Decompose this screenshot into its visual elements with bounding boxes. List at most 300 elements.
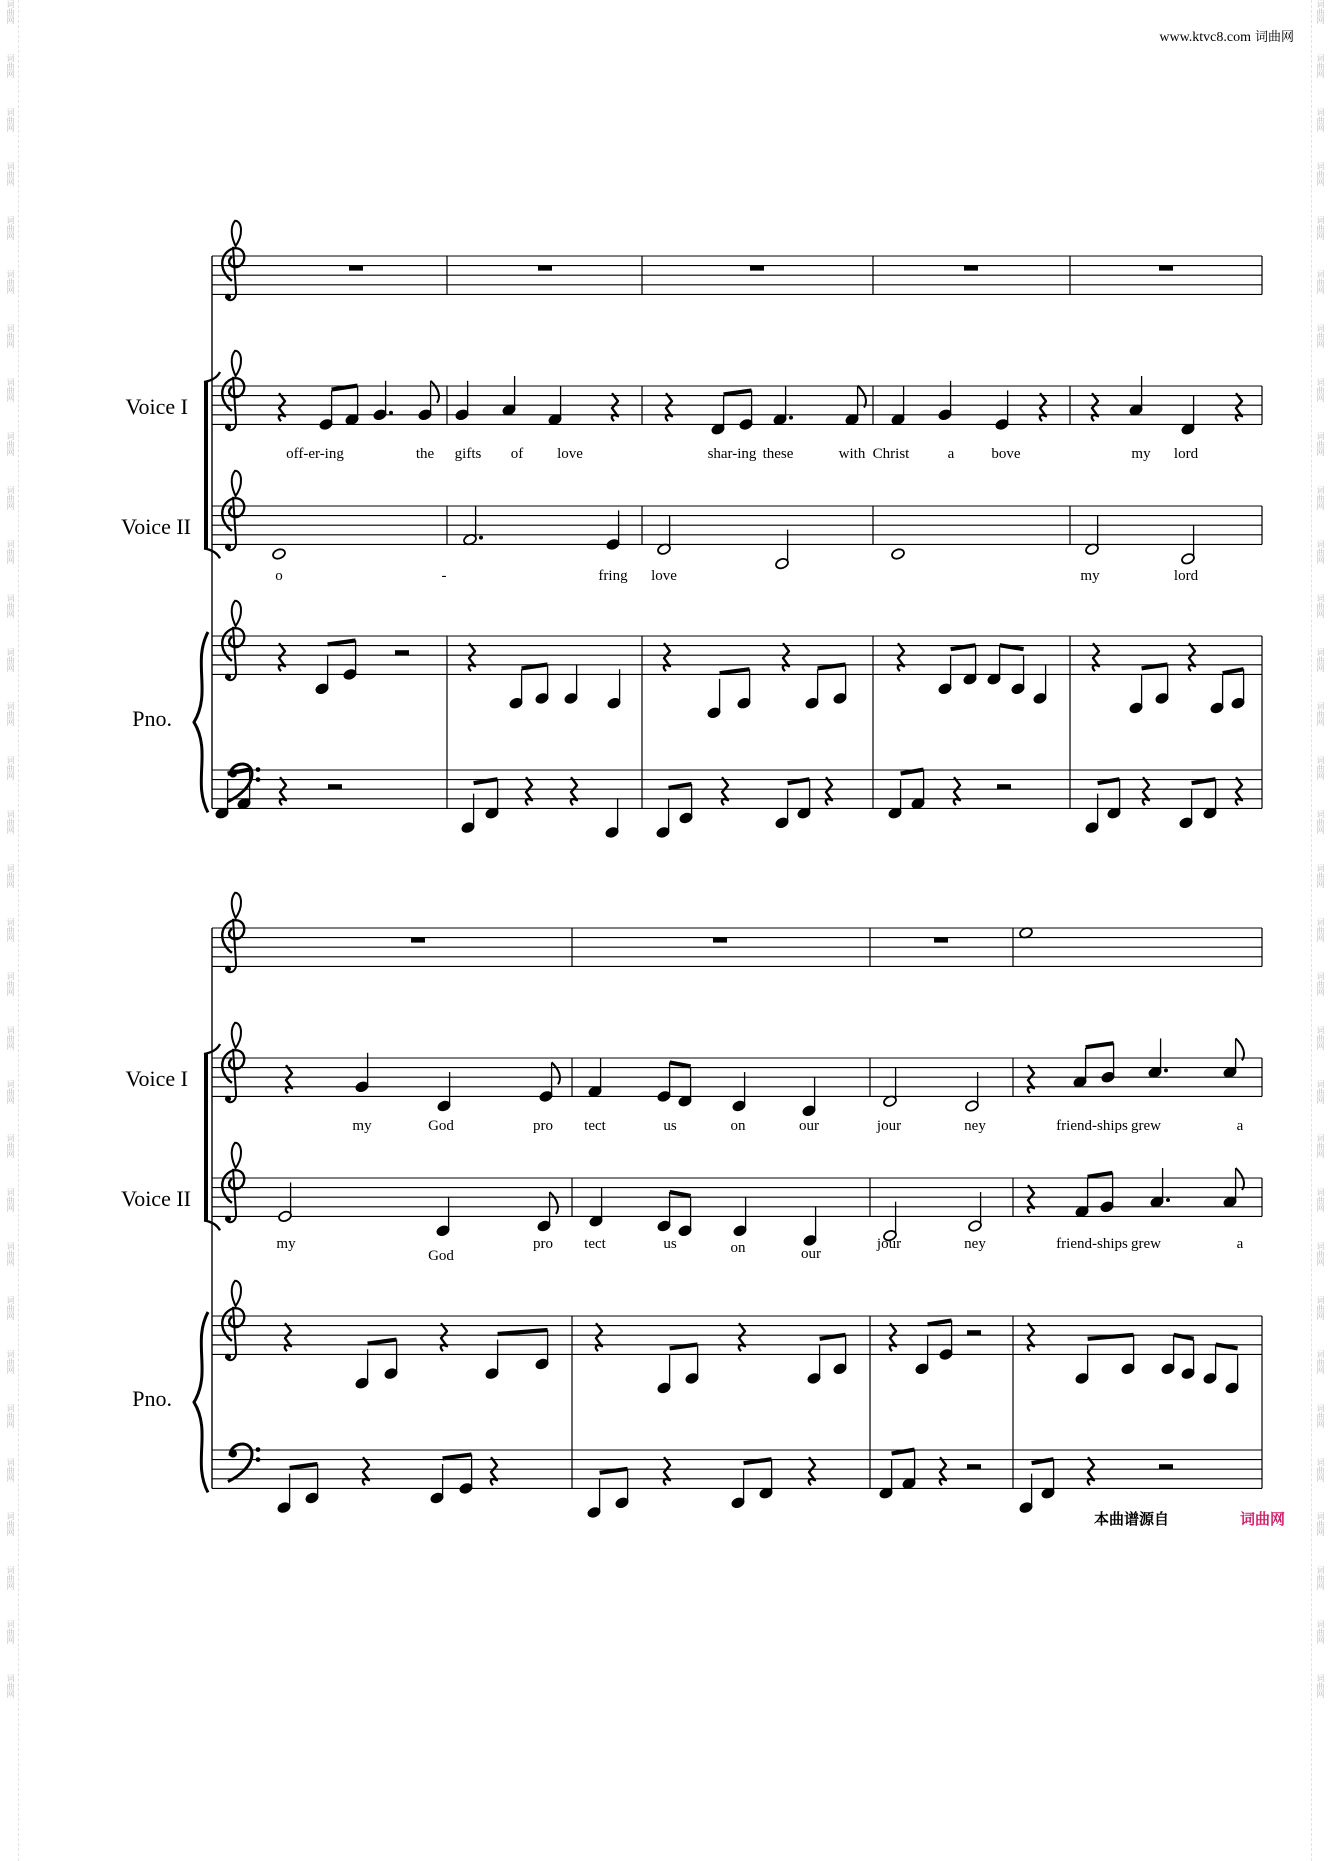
quarter-rest [285, 1323, 291, 1351]
watermark-glyph: 词曲网 [1316, 378, 1325, 402]
site-name: 词曲网 [1254, 30, 1294, 45]
note [879, 1459, 894, 1499]
treble-clef [222, 471, 244, 550]
watermark-glyph: 词曲网 [1316, 108, 1325, 132]
watermark-glyph: 词曲网 [1316, 756, 1325, 780]
note [548, 386, 563, 426]
watermark-glyph: 词曲网 [6, 1188, 15, 1212]
note [938, 381, 953, 421]
voice-2-lyric: fring [598, 568, 628, 584]
note [711, 395, 726, 435]
note [278, 1182, 293, 1222]
beam [1086, 1043, 1114, 1047]
dot [1164, 1068, 1168, 1072]
note [1179, 789, 1194, 829]
watermark-glyph: 词曲网 [1316, 648, 1325, 672]
note [1161, 1335, 1176, 1375]
voice-1-lyric: lord [1173, 446, 1199, 462]
note [459, 1454, 474, 1494]
voice-1-lyric: a [1236, 1118, 1244, 1134]
note [938, 655, 953, 695]
quarter-rest [1189, 643, 1195, 671]
note [305, 1464, 320, 1504]
voice-2-lyric: us [663, 1236, 677, 1252]
watermark-glyph: 词曲网 [6, 1242, 15, 1266]
voice-2-lyric: my [276, 1236, 296, 1252]
watermark-glyph: 词曲网 [6, 918, 15, 942]
whole-rest [934, 938, 948, 943]
note [739, 390, 754, 430]
treble-clef [222, 1143, 244, 1222]
voice-1-lyric: jour [876, 1118, 902, 1134]
quarter-rest [469, 643, 475, 671]
note [995, 390, 1010, 430]
quarter-rest [1092, 393, 1098, 421]
watermark-glyph: 词曲网 [6, 1458, 15, 1482]
watermark-glyph: 词曲网 [6, 648, 15, 672]
watermark-glyph: 词曲网 [1316, 1404, 1325, 1428]
note [759, 1459, 774, 1499]
watermark-glyph: 词曲网 [1316, 432, 1325, 456]
watermark-glyph: 词曲网 [1316, 216, 1325, 240]
treble-clef [222, 221, 244, 300]
note [1085, 515, 1100, 555]
flag [431, 381, 439, 403]
half-rest [967, 1330, 981, 1335]
note [678, 1067, 693, 1107]
quarter-rest [363, 1457, 369, 1485]
note [461, 794, 476, 834]
quarter-rest [279, 393, 285, 421]
note [845, 386, 866, 426]
quarter-rest [1236, 393, 1242, 421]
note [733, 1197, 748, 1237]
watermark-glyph: 词曲网 [1316, 486, 1325, 510]
watermark-glyph: 词曲网 [1316, 1350, 1325, 1374]
watermark-glyph: 词曲网 [6, 810, 15, 834]
watermark-glyph: 词曲网 [6, 594, 15, 618]
beam [443, 1454, 472, 1458]
note [805, 669, 820, 709]
note [355, 1349, 370, 1389]
watermark-glyph: 词曲网 [1316, 324, 1325, 348]
voice-1-lyric: on [730, 1118, 746, 1134]
note [1107, 779, 1122, 819]
watermark-glyph: 词曲网 [1316, 54, 1325, 78]
watermark-glyph: 词曲网 [6, 54, 15, 78]
note [1210, 674, 1225, 714]
quarter-rest [1093, 643, 1099, 671]
watermark-glyph: 词曲网 [6, 1674, 15, 1698]
note [535, 1330, 550, 1370]
note [1181, 1340, 1196, 1380]
beam [328, 640, 356, 644]
watermark-glyph: 词曲网 [6, 1404, 15, 1428]
voice-2-lyric: a [1236, 1236, 1244, 1252]
voice-1-lyric: love [557, 446, 583, 462]
note [657, 1192, 672, 1232]
voice-2-lyric: grew [1131, 1236, 1161, 1252]
note [463, 506, 483, 546]
watermark-glyph: 词曲网 [1316, 1674, 1325, 1698]
watermark-glyph: 词曲网 [6, 378, 15, 402]
watermark-glyph: 词曲网 [6, 1350, 15, 1374]
voice-1-lyric: bove [991, 446, 1021, 462]
notehead [891, 548, 906, 561]
watermark-glyph: 词曲网 [6, 1134, 15, 1158]
note [277, 1474, 292, 1514]
note [315, 655, 330, 695]
note [1150, 1168, 1170, 1208]
watermark-glyph: 词曲网 [6, 108, 15, 132]
whole-rest [964, 266, 978, 271]
note [1181, 525, 1196, 565]
whole-rest [349, 266, 363, 271]
note [502, 376, 517, 416]
note [1121, 1335, 1136, 1375]
quarter-rest [664, 643, 670, 671]
note [1155, 664, 1170, 704]
note [485, 779, 500, 819]
watermark-glyph: 词曲网 [6, 0, 15, 24]
voice-1-lyric: off-er-ing [286, 446, 344, 462]
whole-rest [713, 938, 727, 943]
quarter-rest [1040, 393, 1046, 421]
part-label-voice-1: Voice I [125, 394, 188, 419]
note [430, 1464, 445, 1504]
quarter-rest [491, 1457, 497, 1485]
watermark-glyph: 词曲网 [6, 270, 15, 294]
voice-2-lyric: friend-ships [1056, 1236, 1128, 1252]
quarter-rest [664, 1457, 670, 1485]
part-label-piano: Pno. [132, 706, 172, 731]
quarter-rest [1088, 1457, 1094, 1485]
beam [928, 1320, 952, 1324]
voice-1-lyric: us [663, 1118, 677, 1134]
quarter-rest [286, 1065, 292, 1093]
footer-brand-text: 词曲网 [1240, 1510, 1286, 1528]
note [485, 1340, 500, 1380]
note [915, 1335, 930, 1375]
voice-1-lyric: friend-ships [1056, 1118, 1128, 1134]
note [1223, 1168, 1244, 1208]
quarter-rest [1028, 1185, 1034, 1213]
note [737, 669, 752, 709]
note [987, 645, 1002, 685]
note [797, 779, 812, 819]
note [685, 1344, 700, 1384]
quarter-rest [826, 777, 832, 805]
watermark-glyph: 词曲网 [1316, 918, 1325, 942]
piano-brace [194, 1312, 208, 1492]
flag [550, 1192, 558, 1214]
voice-1-lyric: of [510, 446, 524, 462]
watermark-glyph: 词曲网 [1316, 540, 1325, 564]
note [1033, 664, 1048, 704]
note [215, 779, 230, 819]
note [606, 510, 621, 550]
watermark-glyph: 词曲网 [6, 1620, 15, 1644]
note [615, 1469, 630, 1509]
watermark-glyph: 词曲网 [1316, 0, 1325, 24]
note [773, 386, 793, 426]
note [1019, 1474, 1034, 1514]
voice-1-lyric: a [947, 446, 955, 462]
voice-1-lyric: Christ [872, 446, 910, 462]
voice-2-lyric: o [275, 568, 283, 584]
note [657, 1062, 672, 1102]
note [888, 779, 903, 819]
note [678, 1197, 693, 1237]
watermark-glyph: 词曲网 [6, 162, 15, 186]
dot [479, 536, 483, 540]
watermark-glyph: 词曲网 [1316, 1080, 1325, 1104]
watermark-glyph: 词曲网 [1316, 1620, 1325, 1644]
watermark-glyph: 词曲网 [6, 1512, 15, 1536]
quarter-rest [280, 777, 286, 805]
treble-clef [222, 601, 244, 680]
voice-2-lyric: love [651, 568, 677, 584]
half-rest [328, 784, 342, 789]
watermark-glyph: 词曲网 [1316, 1242, 1325, 1266]
watermark-glyph: 词曲网 [1316, 270, 1325, 294]
voice-1-lyric: the [415, 446, 435, 462]
note [833, 664, 848, 704]
watermark-glyph: 词曲网 [6, 216, 15, 240]
watermark-glyph: 词曲网 [6, 756, 15, 780]
part-label-voice-2: Voice II [121, 1186, 191, 1211]
whole-rest [538, 266, 552, 271]
voice-1-lyric: God [428, 1118, 454, 1134]
note [343, 640, 358, 680]
note [1223, 1038, 1244, 1078]
voice-2-lyric: our [801, 1246, 821, 1262]
note [965, 1072, 980, 1112]
note [605, 798, 620, 838]
treble-clef [222, 1023, 244, 1102]
treble-clef [222, 1281, 244, 1360]
watermark-glyph: 词曲网 [6, 702, 15, 726]
half-rest [1159, 1464, 1173, 1469]
note [1203, 779, 1218, 819]
quarter-rest [940, 1457, 946, 1485]
note [345, 386, 360, 426]
note [732, 1072, 747, 1112]
watermark-glyph: 词曲网 [1316, 972, 1325, 996]
watermark-glyph: 词曲网 [1316, 810, 1325, 834]
voice-1-lyric: our [799, 1118, 819, 1134]
note [509, 669, 524, 709]
watermark-glyph: 词曲网 [1316, 594, 1325, 618]
watermark-glyph: 词曲网 [6, 864, 15, 888]
site-url: www.ktvc8.com [1159, 30, 1251, 45]
quarter-rest [898, 643, 904, 671]
note [384, 1340, 399, 1380]
flag [858, 386, 866, 408]
note [707, 679, 722, 719]
note [436, 1197, 451, 1237]
note [1101, 1043, 1116, 1083]
voice-2-lyric: jour [876, 1236, 902, 1252]
dot [1166, 1198, 1170, 1202]
whole-rest [411, 938, 425, 943]
note [891, 548, 906, 561]
note [963, 645, 978, 685]
notehead [272, 548, 287, 561]
note [355, 1053, 370, 1093]
note [939, 1320, 954, 1360]
quarter-rest [612, 393, 618, 421]
dot [789, 416, 793, 420]
voice-2-lyric: ney [964, 1236, 986, 1252]
flag [1236, 1038, 1244, 1060]
quarter-rest [1236, 777, 1242, 805]
note [775, 789, 790, 829]
note [589, 1187, 604, 1227]
voice-2-lyric: lord [1173, 568, 1199, 584]
watermark-glyph: 词曲网 [6, 324, 15, 348]
voice-1-lyric: my [1131, 446, 1151, 462]
watermark-glyph: 词曲网 [6, 1026, 15, 1050]
voice-1-lyric: with [838, 446, 866, 462]
note [1085, 794, 1100, 834]
note [587, 1478, 602, 1518]
voice-1-lyric: gifts [454, 446, 482, 462]
flag [1236, 1168, 1244, 1190]
watermark-glyph: 词曲网 [1316, 1296, 1325, 1320]
note [802, 1077, 817, 1117]
beam [669, 784, 692, 788]
note [833, 1335, 848, 1375]
watermark-glyph: 词曲网 [1316, 1566, 1325, 1590]
quarter-rest [1028, 1065, 1034, 1093]
quarter-rest [596, 1323, 602, 1351]
note [1075, 1344, 1090, 1384]
note [564, 664, 579, 704]
voice-2-lyric: on [730, 1240, 746, 1256]
voice-2-lyric: - [441, 568, 447, 584]
note [272, 548, 287, 561]
voice-1-lyric: tect [584, 1118, 606, 1134]
half-rest [395, 650, 409, 655]
note [535, 664, 550, 704]
watermark-glyph: 词曲网 [6, 972, 15, 996]
beam [670, 1062, 691, 1066]
voice-1-lyric: pro [533, 1118, 553, 1134]
watermark-glyph: 词曲网 [6, 1080, 15, 1104]
note [679, 784, 694, 824]
quarter-rest [1028, 1323, 1034, 1351]
note [607, 669, 622, 709]
beam [498, 1330, 548, 1334]
watermark-glyph: 词曲网 [1316, 162, 1325, 186]
note [1073, 1048, 1088, 1088]
beam [290, 1464, 318, 1468]
note [803, 1206, 818, 1246]
watermark-glyph: 词曲网 [6, 486, 15, 510]
beam [670, 1192, 691, 1196]
note [911, 770, 926, 810]
half-rest [967, 1464, 981, 1469]
watermark-glyph: 词曲网 [1316, 1188, 1325, 1212]
quarter-rest [809, 1457, 815, 1485]
flag [552, 1062, 560, 1084]
note [883, 1067, 898, 1107]
quarter-rest [954, 777, 960, 805]
watermark-glyph: 词曲网 [1316, 1134, 1325, 1158]
note [775, 530, 790, 570]
note [1011, 655, 1026, 695]
voice-1-lyric: these [762, 446, 794, 462]
note [537, 1192, 558, 1232]
voice-2-lyric: tect [584, 1236, 606, 1252]
part-label-piano: Pno. [132, 1386, 172, 1411]
watermark-glyph: 词曲网 [1316, 702, 1325, 726]
note [1231, 669, 1246, 709]
quarter-rest [783, 643, 789, 671]
quarter-rest [890, 1323, 896, 1351]
watermark-glyph: 词曲网 [6, 540, 15, 564]
note [968, 1192, 983, 1232]
note [1203, 1344, 1218, 1384]
quarter-rest [1143, 777, 1149, 805]
dot [389, 411, 393, 415]
voice-2-lyric: God [428, 1248, 454, 1264]
quarter-rest [279, 643, 285, 671]
part-label-voice-1: Voice I [125, 1066, 188, 1091]
note [319, 390, 334, 430]
watermark-glyph: 词曲网 [6, 432, 15, 456]
quarter-rest [526, 777, 532, 805]
watermark-glyph: 词曲网 [6, 1296, 15, 1320]
note [657, 1354, 672, 1394]
beam [720, 669, 750, 673]
part-label-voice-2: Voice II [121, 514, 191, 539]
note [437, 1072, 452, 1112]
quarter-rest [666, 393, 672, 421]
note [902, 1450, 917, 1490]
quarter-rest [441, 1323, 447, 1351]
treble-clef [222, 351, 244, 430]
beam [724, 390, 752, 394]
note [1181, 395, 1196, 435]
note [891, 386, 906, 426]
piano-brace [194, 632, 208, 812]
note [1041, 1459, 1056, 1499]
beam [1088, 1173, 1113, 1177]
note [1129, 674, 1144, 714]
footer-source-text: 本曲谱源自 [1094, 1510, 1170, 1528]
quarter-rest [571, 777, 577, 805]
note [588, 1058, 603, 1098]
voice-2-lyric: pro [533, 1236, 553, 1252]
note [1148, 1038, 1168, 1078]
half-rest [997, 784, 1011, 789]
beam [1223, 669, 1244, 673]
watermark-glyph: 词曲网 [1316, 1512, 1325, 1536]
beam [368, 1340, 397, 1344]
note [1129, 376, 1144, 416]
watermark-glyph: 词曲网 [1316, 1026, 1325, 1050]
quarter-rest [739, 1323, 745, 1351]
whole-rest [750, 266, 764, 271]
voice-1-lyric: shar-ing [707, 446, 757, 462]
watermark-glyph: 词曲网 [1316, 864, 1325, 888]
note [731, 1469, 746, 1509]
note [657, 515, 672, 555]
note [807, 1344, 822, 1384]
voice-1-lyric: my [352, 1118, 372, 1134]
